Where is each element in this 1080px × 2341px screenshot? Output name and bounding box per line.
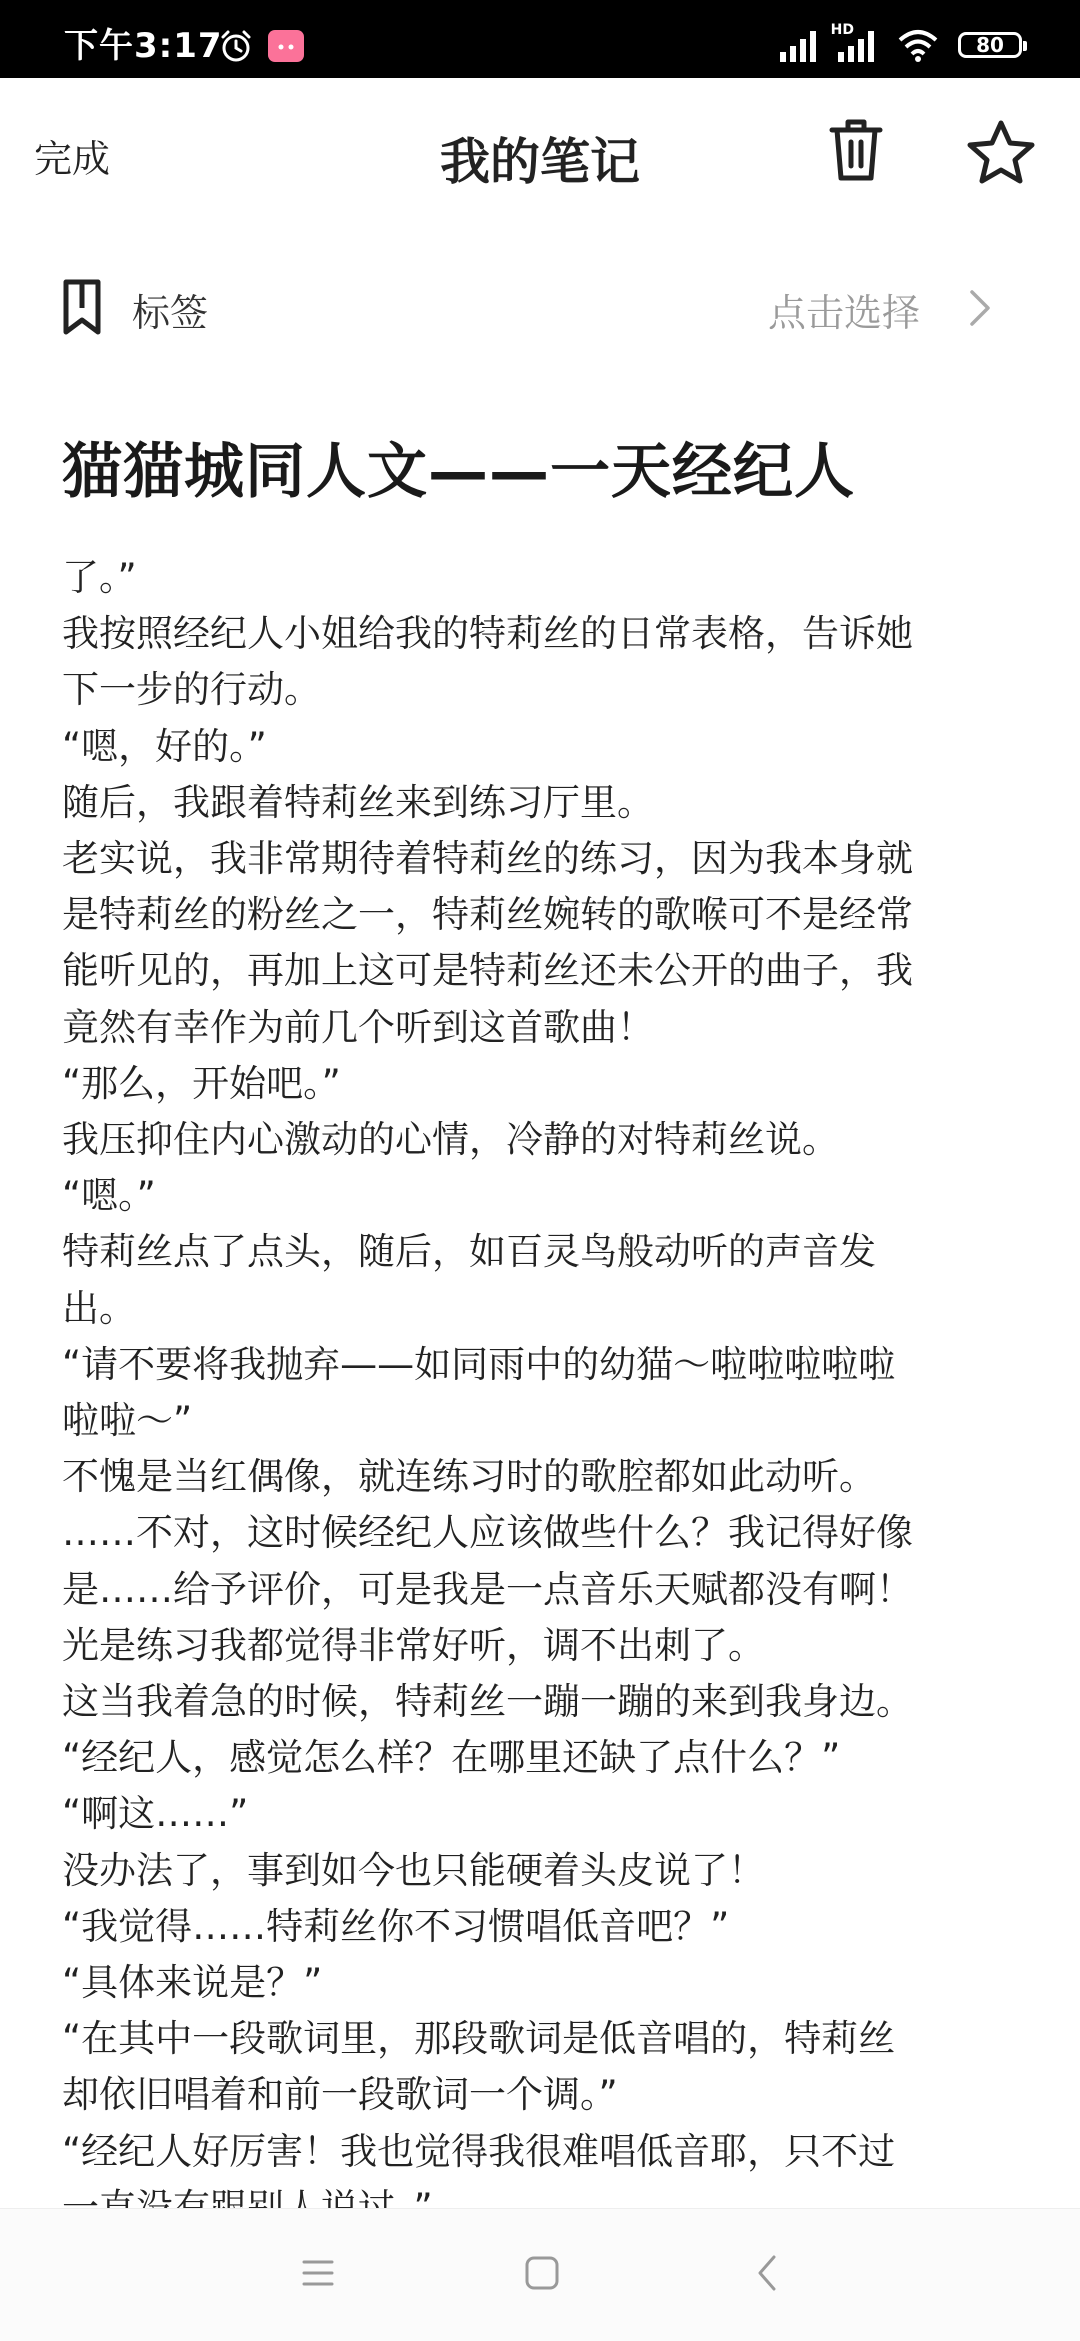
star-icon[interactable] [966,118,1036,186]
battery-icon [958,32,1022,58]
bookmark-icon [62,278,102,336]
note-line: 我按照经纪人小姐给我的特莉丝的日常表格，告诉她 [62,612,913,656]
note-line: 出。 [62,1286,136,1330]
note-line: 竟然有幸作为前几个听到这首歌曲！ [62,1005,654,1049]
status-time: 下午3:17 [64,26,223,66]
note-line: “请不要将我抛弃——如同雨中的幼猫～啦啦啦啦啦 [62,1342,896,1386]
note-line: 特莉丝点了点头，随后，如百灵鸟般动听的声音发 [62,1230,876,1274]
network-label: HD [830,22,854,38]
note-line: 老实说，我非常期待着特莉丝的练习，因为我本身就 [62,837,913,881]
alarm-icon [218,28,254,64]
note-line: 下一步的行动。 [62,668,321,712]
signal-icon [778,28,822,64]
note-body[interactable] [62,550,1022,2200]
battery-level: 80 [976,33,1004,57]
done-button[interactable]: 完成 [34,128,110,183]
note-line: 啦啦～” [62,1399,193,1443]
trash-icon[interactable] [826,116,886,184]
note-line: ……不对，这时候经纪人应该做些什么？我记得好像 [62,1511,913,1555]
wifi-icon [896,28,940,64]
back-icon[interactable] [752,2251,782,2295]
note-line: “嗯，好的。” [62,724,267,768]
note-line: 光是练习我都觉得非常好听，调不出刺了。 [62,1623,765,1667]
menu-icon[interactable] [298,2253,338,2293]
note-title[interactable]: 猫猫城同人文——一天经纪人 [62,437,855,507]
note-line: “那么，开始吧。” [62,1061,341,1105]
bilibili-app-icon [268,30,304,62]
tag-selector-row[interactable] [0,262,1080,352]
note-line: 却依旧唱着和前一段歌词一个调。” [62,2073,618,2117]
status-bar [0,0,1080,78]
page-title: 我的笔记 [440,133,640,191]
note-line: “嗯。” [62,1174,156,1218]
navigation-bar [0,2208,1080,2341]
note-line: 是特莉丝的粉丝之一，特莉丝婉转的歌喉可不是经常 [62,893,913,937]
note-line: “啊这……” [62,1792,249,1836]
note-line: 随后，我跟着特莉丝来到练习厅里。 [62,780,654,824]
note-line: 我压抑住内心激动的心情，冷静的对特莉丝说。 [62,1118,839,1162]
note-line: “经纪人，感觉怎么样？在哪里还缺了点什么？” [62,1736,841,1780]
note-line: 是……给予评价，可是我是一点音乐天赋都没有啊！ [62,1567,913,1611]
home-icon[interactable] [522,2253,562,2293]
note-line: 没办法了，事到如今也只能硬着头皮说了！ [62,1848,765,1892]
status-icons [762,22,1022,68]
note-line: “在其中一段歌词里，那段歌词是低音唱的，特莉丝 [62,2017,896,2061]
note-line: 了。” [62,556,137,599]
tag-label: 标签 [132,291,209,335]
header [0,78,1080,230]
tag-value: 点击选择 [767,291,920,335]
note-line: “经纪人好厉害！我也觉得我很难唱低音耶，只不过 [62,2129,896,2173]
note-line: 不愧是当红偶像，就连练习时的歌腔都如此动听。 [62,1455,876,1499]
note-line: “具体来说是？” [62,1961,323,2005]
note-line: 这当我着急的时候，特莉丝一蹦一蹦的来到我身边。 [62,1680,913,1724]
note-line: “我觉得……特莉丝你不习惯唱低音吧？” [62,1904,730,1948]
signal-hd-icon [836,28,880,64]
chevron-right-icon [968,288,992,328]
note-line: 能听见的，再加上这可是特莉丝还未公开的曲子，我 [62,949,913,993]
